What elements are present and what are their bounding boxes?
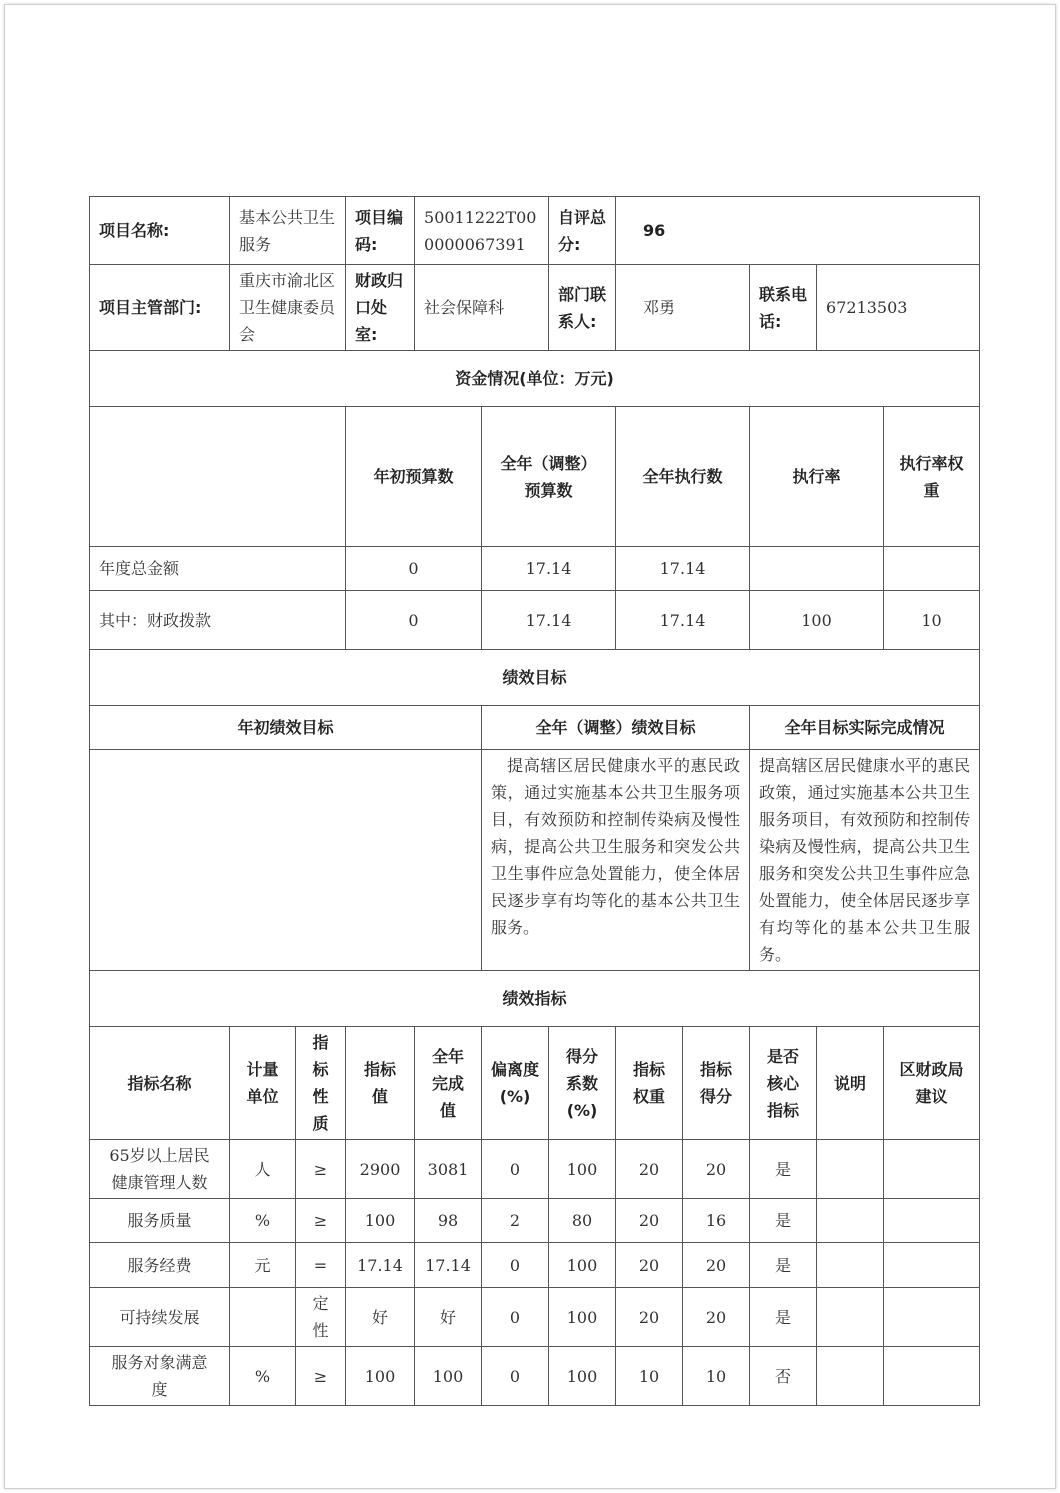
ind-col-note: 说明	[817, 1027, 884, 1140]
indicator-cell	[884, 1243, 980, 1288]
indicator-cell: 80	[549, 1199, 616, 1243]
ind-col-deviation: 偏离度(%)	[482, 1027, 549, 1140]
indicator-cell: 16	[683, 1199, 750, 1243]
indicator-cell: =	[296, 1243, 346, 1288]
indicator-cell: 20	[683, 1140, 750, 1199]
funds-cell	[750, 547, 884, 591]
indicator-cell: 0	[482, 1288, 549, 1347]
goals-content-row	[90, 750, 980, 971]
project-name-label: 项目名称:	[90, 197, 230, 265]
funds-section-title: 资金情况(单位：万元)	[90, 351, 980, 407]
document-page	[4, 4, 1056, 1489]
indicator-row	[90, 1243, 980, 1288]
department-row	[90, 265, 980, 351]
self-score-value: 96	[616, 197, 980, 265]
indicator-name: 服务经费	[90, 1243, 230, 1288]
indicator-cell: 100	[549, 1347, 616, 1406]
indicator-cell: 20	[616, 1140, 683, 1199]
indicator-cell: 100	[549, 1140, 616, 1199]
indicator-cell: 100	[415, 1347, 482, 1406]
indicator-cell: 20	[616, 1243, 683, 1288]
ind-col-weight: 指标权重	[616, 1027, 683, 1140]
goals-col-adjusted: 全年（调整）绩效目标	[482, 706, 750, 750]
indicator-cell: ≥	[296, 1347, 346, 1406]
indicator-name: 服务对象满意度	[90, 1347, 230, 1406]
ind-col-core: 是否核心指标	[750, 1027, 817, 1140]
ind-col-unit: 计量单位	[230, 1027, 296, 1140]
indicator-cell	[817, 1347, 884, 1406]
indicator-cell: 是	[750, 1288, 817, 1347]
indicator-cell: 2900	[346, 1140, 415, 1199]
ind-col-coefficient: 得分系数(%)	[549, 1027, 616, 1140]
indicator-cell: 100	[549, 1288, 616, 1347]
indicator-name: 可持续发展	[90, 1288, 230, 1347]
indicator-cell: 0	[482, 1140, 549, 1199]
indicator-cell	[884, 1140, 980, 1199]
funds-cell: 0	[346, 591, 482, 650]
indicator-cell: %	[230, 1347, 296, 1406]
project-code-value: 50011222T000000067391	[415, 197, 549, 265]
funds-col-initial-budget: 年初预算数	[346, 407, 482, 547]
indicator-cell	[884, 1199, 980, 1243]
indicator-cell	[230, 1288, 296, 1347]
contact-person-label: 部门联系人:	[549, 265, 616, 351]
indicator-row	[90, 1199, 980, 1243]
ind-col-completed: 全年完成值	[415, 1027, 482, 1140]
ind-col-name: 指标名称	[90, 1027, 230, 1140]
department-label: 项目主管部门:	[90, 265, 230, 351]
indicator-cell	[884, 1288, 980, 1347]
indicator-cell: 100	[549, 1243, 616, 1288]
indicator-cell: 98	[415, 1199, 482, 1243]
indicator-cell: 3081	[415, 1140, 482, 1199]
indicator-cell: 是	[750, 1140, 817, 1199]
funds-cell: 0	[346, 547, 482, 591]
project-name-row	[90, 197, 980, 265]
finance-office-value: 社会保障科	[415, 265, 549, 351]
indicator-cell: 否	[750, 1347, 817, 1406]
contact-person-value: 邓勇	[616, 265, 750, 351]
indicator-cell: 元	[230, 1243, 296, 1288]
indicator-cell	[884, 1347, 980, 1406]
ind-col-nature: 指标性质	[296, 1027, 346, 1140]
indicator-cell: 17.14	[346, 1243, 415, 1288]
indicator-cell: 100	[346, 1347, 415, 1406]
project-code-label: 项目编码:	[346, 197, 415, 265]
finance-office-label: 财政归口处室:	[346, 265, 415, 351]
self-score-label: 自评总分:	[549, 197, 616, 265]
indicator-name: 服务质量	[90, 1199, 230, 1243]
indicator-cell: 好	[346, 1288, 415, 1347]
funds-cell: 17.14	[482, 591, 616, 650]
indicator-cell: 20	[616, 1288, 683, 1347]
goals-header-row	[90, 706, 980, 750]
funds-cell: 17.14	[482, 547, 616, 591]
funds-row-total	[90, 547, 980, 591]
indicator-cell	[817, 1140, 884, 1199]
funds-col-adjusted-budget: 全年（调整）预算数	[482, 407, 616, 547]
goals-col-actual: 全年目标实际完成情况	[750, 706, 980, 750]
indicator-cell: 100	[346, 1199, 415, 1243]
ind-col-target: 指标值	[346, 1027, 415, 1140]
funds-cell: 100	[750, 591, 884, 650]
funds-row-label: 其中：财政拨款	[90, 591, 346, 650]
ind-col-advice: 区财政局建议	[884, 1027, 980, 1140]
funds-header-row	[90, 407, 980, 547]
ind-col-score: 指标得分	[683, 1027, 750, 1140]
funds-col-executed: 全年执行数	[616, 407, 750, 547]
indicators-header-row	[90, 1027, 980, 1140]
indicator-cell: 0	[482, 1347, 549, 1406]
indicator-cell: 20	[683, 1288, 750, 1347]
indicator-cell: 10	[616, 1347, 683, 1406]
indicator-cell	[817, 1243, 884, 1288]
indicator-cell: 定性	[296, 1288, 346, 1347]
phone-label: 联系电话:	[750, 265, 817, 351]
indicator-row	[90, 1140, 980, 1199]
goals-col-initial: 年初绩效目标	[90, 706, 482, 750]
goals-actual-text: 提高辖区居民健康水平的惠民政策，通过实施基本公共卫生服务项目，有效预防和控制传染病及慢性病，提高公共卫生服务和突发公共卫生事件应急处置能力，使全体居民逐步享有均等化的基本公共卫生服务。	[750, 750, 980, 971]
indicator-cell	[817, 1199, 884, 1243]
indicator-cell: %	[230, 1199, 296, 1243]
project-evaluation-form	[89, 196, 980, 1406]
indicator-cell: 20	[683, 1243, 750, 1288]
indicator-name: 65岁以上居民健康管理人数	[90, 1140, 230, 1199]
funds-cell: 17.14	[616, 547, 750, 591]
indicator-cell: 人	[230, 1140, 296, 1199]
department-value: 重庆市渝北区卫生健康委员会	[230, 265, 346, 351]
indicator-cell: 是	[750, 1199, 817, 1243]
funds-cell	[884, 547, 980, 591]
indicator-row	[90, 1288, 980, 1347]
indicator-cell: ≥	[296, 1140, 346, 1199]
indicator-cell: 10	[683, 1347, 750, 1406]
funds-row-label: 年度总金额	[90, 547, 346, 591]
indicator-cell: 17.14	[415, 1243, 482, 1288]
indicators-section-title: 绩效指标	[90, 971, 980, 1027]
indicator-cell: 好	[415, 1288, 482, 1347]
indicator-cell: ≥	[296, 1199, 346, 1243]
funds-header-blank	[90, 407, 346, 547]
funds-col-rate-weight: 执行率权重	[884, 407, 980, 547]
goals-initial-text	[90, 750, 482, 971]
funds-cell: 10	[884, 591, 980, 650]
indicator-cell: 20	[616, 1199, 683, 1243]
funds-cell: 17.14	[616, 591, 750, 650]
goals-section-title: 绩效目标	[90, 650, 980, 706]
funds-col-execution-rate: 执行率	[750, 407, 884, 547]
phone-value: 67213503	[817, 265, 980, 351]
project-name-value: 基本公共卫生服务	[230, 197, 346, 265]
indicator-cell	[817, 1288, 884, 1347]
indicator-row	[90, 1347, 980, 1406]
indicator-cell: 0	[482, 1243, 549, 1288]
indicator-cell: 是	[750, 1243, 817, 1288]
goals-adjusted-text: 提高辖区居民健康水平的惠民政策，通过实施基本公共卫生服务项目，有效预防和控制传染病及慢性病，提高公共卫生服务和突发公共卫生事件应急处置能力，使全体居民逐步享有均等化的基本公共卫生服务。	[482, 750, 750, 971]
funds-row-fiscal	[90, 591, 980, 650]
indicator-cell: 2	[482, 1199, 549, 1243]
indicators-body	[90, 1140, 980, 1406]
